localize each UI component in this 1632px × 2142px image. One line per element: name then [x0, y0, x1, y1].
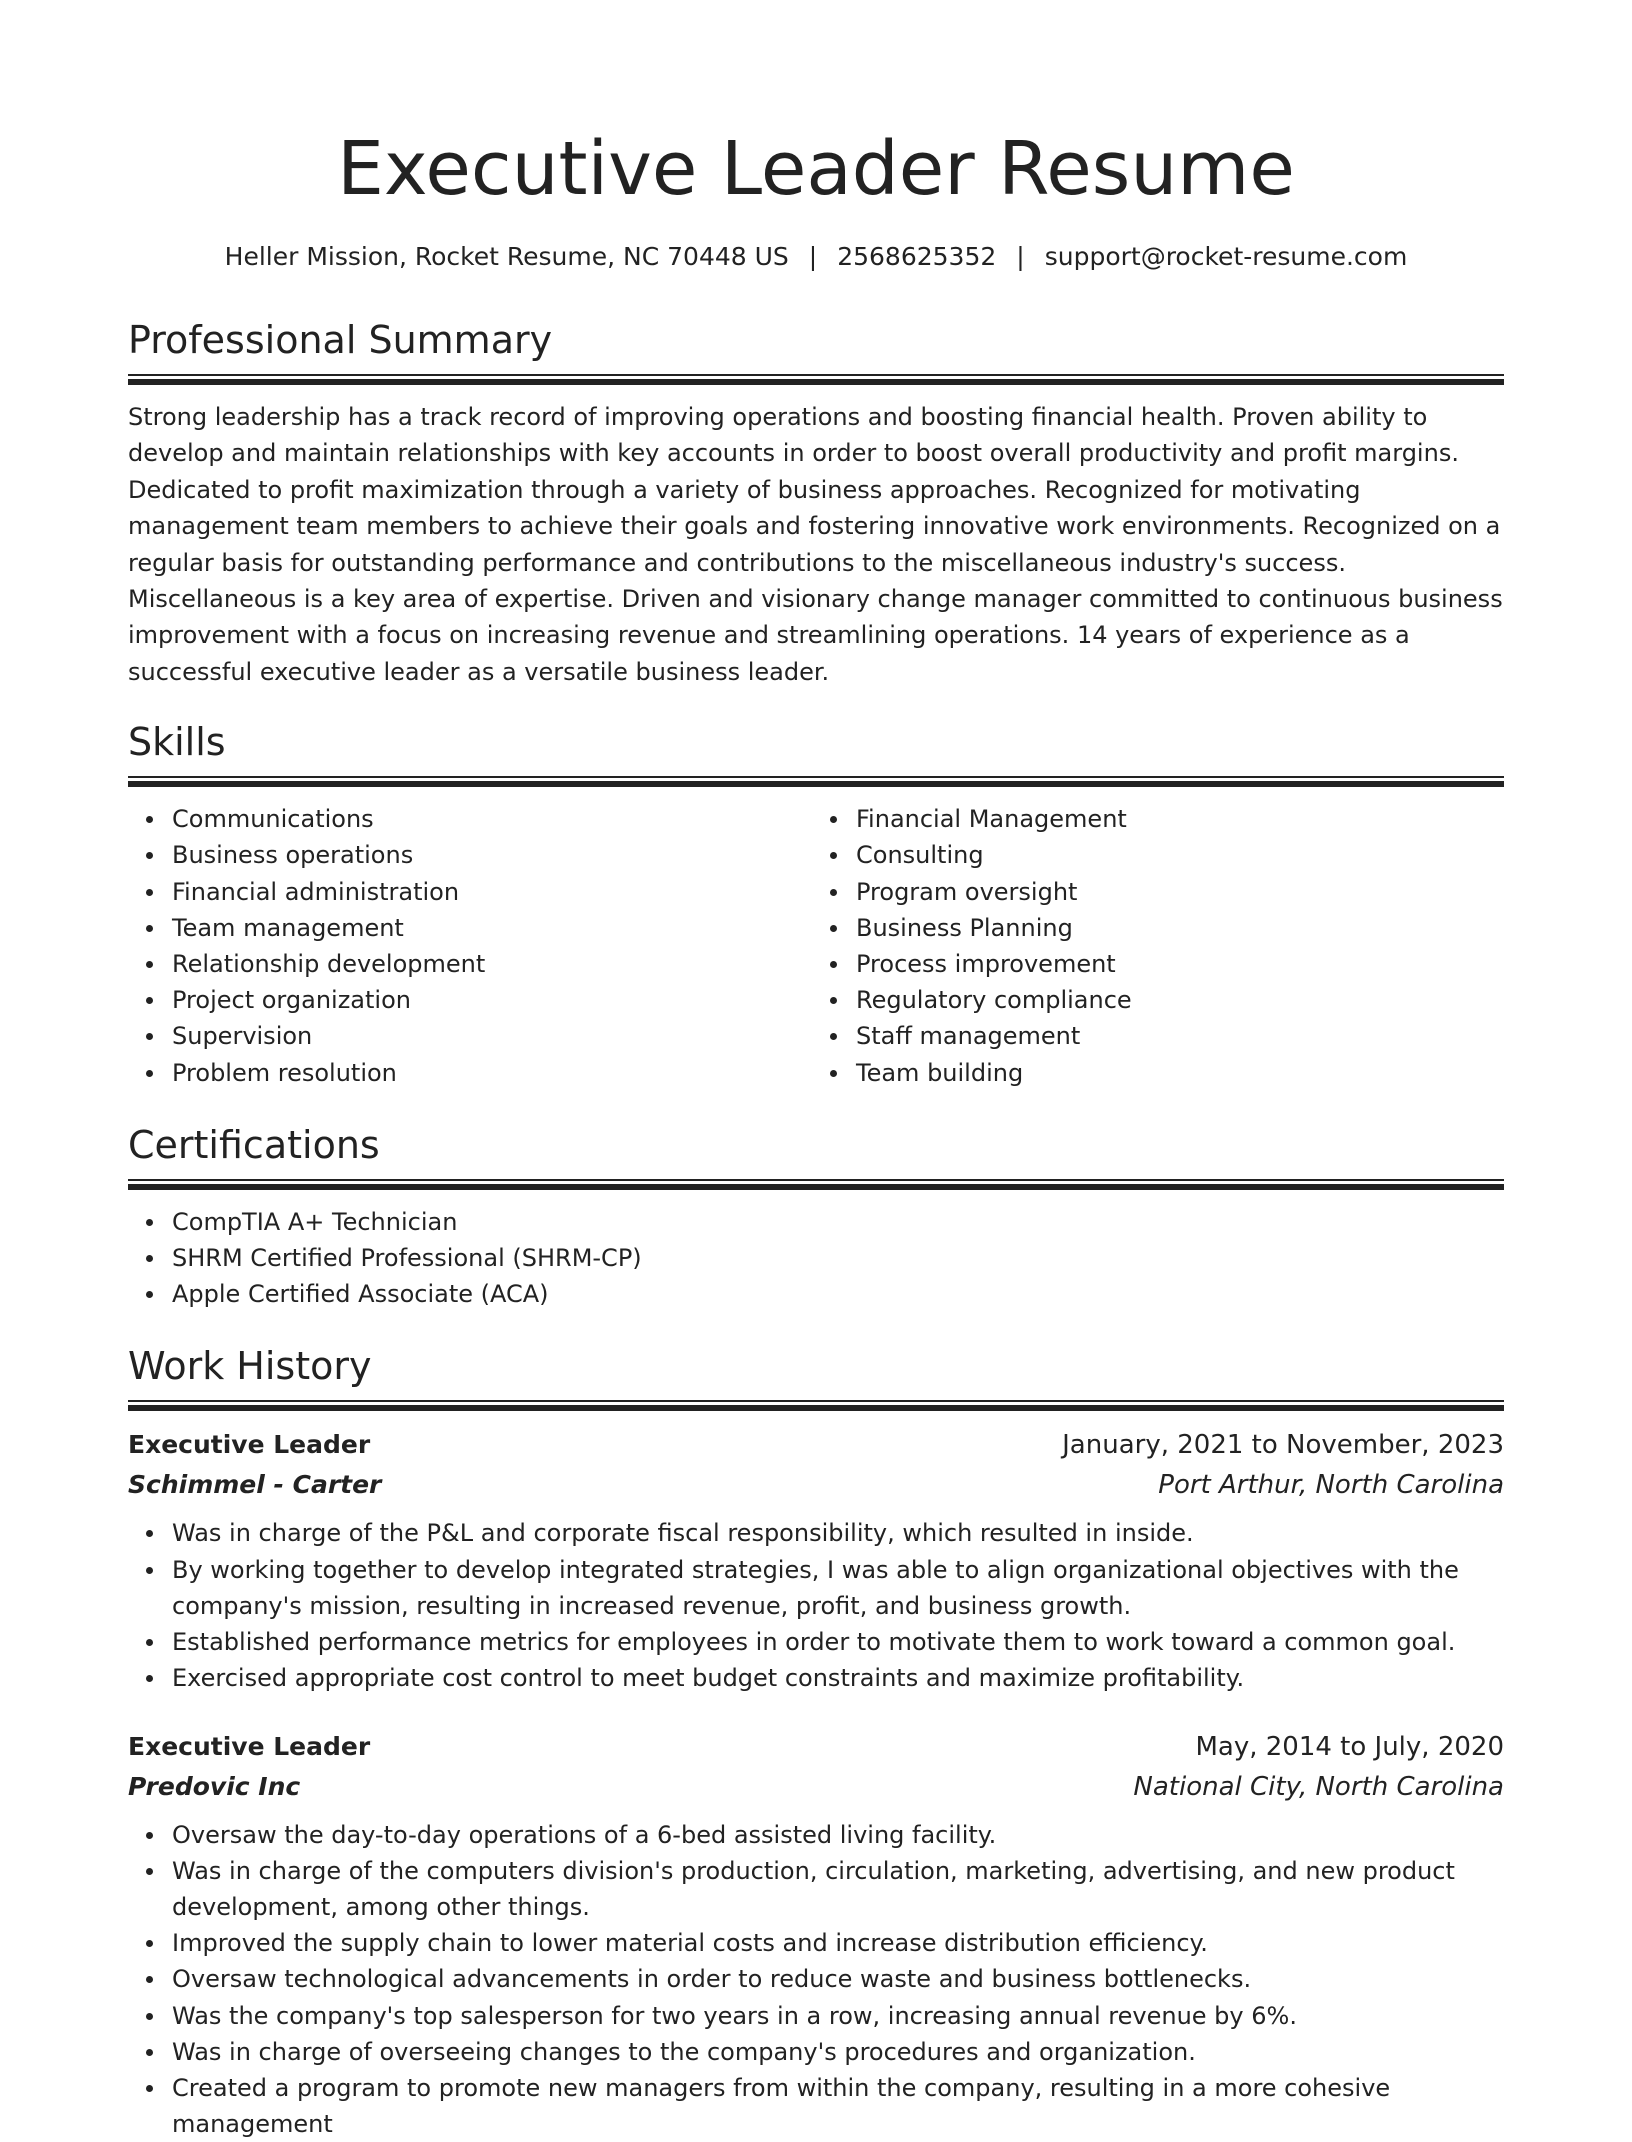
job-bullet: Was the company's top salesperson for two years in a row, increasing annual revenue by 6%. — [172, 1998, 1504, 2034]
job-location: Port Arthur, North Carolina — [1158, 1465, 1504, 1505]
skill-item: Financial Management — [856, 801, 1490, 837]
skill-item: Staff management — [856, 1018, 1490, 1054]
certification-item: Apple Certified Associate (ACA) — [172, 1276, 1504, 1312]
certification-item: CompTIA A+ Technician — [172, 1204, 1504, 1240]
summary-section — [128, 316, 1504, 690]
job-subheader — [128, 1465, 1504, 1505]
skill-item: Regulatory compliance — [856, 982, 1490, 1018]
skills-section — [128, 718, 1504, 1091]
skills-heading: Skills — [128, 718, 1504, 766]
job-bullets — [128, 1817, 1504, 2142]
job-company: Schimmel - Carter — [128, 1465, 381, 1505]
job-bullets — [128, 1515, 1504, 1696]
job-title: Executive Leader — [128, 1727, 370, 1767]
section-divider — [128, 1179, 1504, 1190]
job-entry — [128, 1727, 1504, 2142]
job-bullet: Oversaw technological advancements in order to reduce waste and business bottlenecks. — [172, 1961, 1504, 1997]
skill-item: Supervision — [172, 1018, 806, 1054]
job-bullet: Oversaw the day-to-day operations of a 6-bed assisted living facility. — [172, 1817, 1504, 1853]
skills-list-right — [806, 801, 1490, 1091]
skill-item: Program oversight — [856, 874, 1490, 910]
job-bullet: Was in charge of overseeing changes to the company's procedures and organization. — [172, 2034, 1504, 2070]
contact-line — [128, 240, 1504, 274]
job-title: Executive Leader — [128, 1425, 370, 1465]
job-bullet: Exercised appropriate cost control to meet budget constraints and maximize profitability. — [172, 1660, 1504, 1696]
resume-page — [128, 0, 1504, 2142]
skill-item: Business operations — [172, 837, 806, 873]
work-history-section — [128, 1342, 1504, 2142]
certifications-list — [128, 1204, 1504, 1313]
certification-item: SHRM Certified Professional (SHRM-CP) — [172, 1240, 1504, 1276]
work-history-heading: Work History — [128, 1342, 1504, 1390]
job-header — [128, 1727, 1504, 1767]
skill-item: Communications — [172, 801, 806, 837]
section-divider — [128, 374, 1504, 385]
skill-item: Consulting — [856, 837, 1490, 873]
job-company: Predovic Inc — [128, 1767, 300, 1807]
skill-item: Team building — [856, 1055, 1490, 1091]
job-dates: May, 2014 to July, 2020 — [1195, 1727, 1504, 1767]
skill-item: Team management — [172, 910, 806, 946]
skills-list-left — [128, 801, 806, 1091]
skill-item: Financial administration — [172, 874, 806, 910]
job-entry — [128, 1425, 1504, 1696]
job-location: National City, North Carolina — [1133, 1767, 1504, 1807]
skill-item: Project organization — [172, 982, 806, 1018]
summary-heading: Professional Summary — [128, 316, 1504, 364]
contact-email: support@rocket-resume.com — [1045, 242, 1408, 271]
job-bullet: Improved the supply chain to lower material costs and increase distribution efficiency. — [172, 1925, 1504, 1961]
contact-address: Heller Mission, Rocket Resume, NC 70448 US — [225, 242, 789, 271]
section-divider — [128, 776, 1504, 787]
resume-title: Executive Leader Resume — [128, 120, 1504, 218]
skill-item: Relationship development — [172, 946, 806, 982]
job-dates: January, 2021 to November, 2023 — [1062, 1425, 1504, 1465]
job-subheader — [128, 1767, 1504, 1807]
contact-separator: | — [809, 240, 817, 274]
job-bullet: Established performance metrics for employees in order to motivate them to work toward a common goal. — [172, 1624, 1504, 1660]
certifications-heading: Certifications — [128, 1121, 1504, 1169]
summary-text: Strong leadership has a track record of improving operations and boosting financial health. Proven ability to develop and maintain relationships with key accounts in order to boost overall productivity and profit margins. Dedicated to profit maximization through a variety of business approaches. Recognized for motivating management team members to achieve their goals and fostering innovative work environments. Recognized on a regular basis for outstanding performance and contributions to the miscellaneous industry's success. Miscellaneous is a key area of expertise. Driven and visionary change manager committed to continuous business improvement with a focus on increasing revenue and streamlining operations. 14 years of experience as a successful executive leader as a versatile business leader. — [128, 399, 1504, 690]
job-header — [128, 1425, 1504, 1465]
skill-item: Problem resolution — [172, 1055, 806, 1091]
skills-columns — [128, 801, 1504, 1091]
job-bullet: Was in charge of the computers division's production, circulation, marketing, advertising, and new product development, among other things. — [172, 1853, 1504, 1925]
contact-separator: | — [1016, 240, 1024, 274]
job-bullet: By working together to develop integrated strategies, I was able to align organizational objectives with the company's mission, resulting in increased revenue, profit, and business growth. — [172, 1552, 1504, 1624]
certifications-section — [128, 1121, 1504, 1313]
job-bullet: Created a program to promote new managers from within the company, resulting in a more cohesive management — [172, 2070, 1504, 2142]
skill-item: Process improvement — [856, 946, 1490, 982]
contact-phone: 2568625352 — [837, 242, 996, 271]
job-bullet: Was in charge of the P&L and corporate fiscal responsibility, which resulted in inside. — [172, 1515, 1504, 1551]
section-divider — [128, 1400, 1504, 1411]
skill-item: Business Planning — [856, 910, 1490, 946]
